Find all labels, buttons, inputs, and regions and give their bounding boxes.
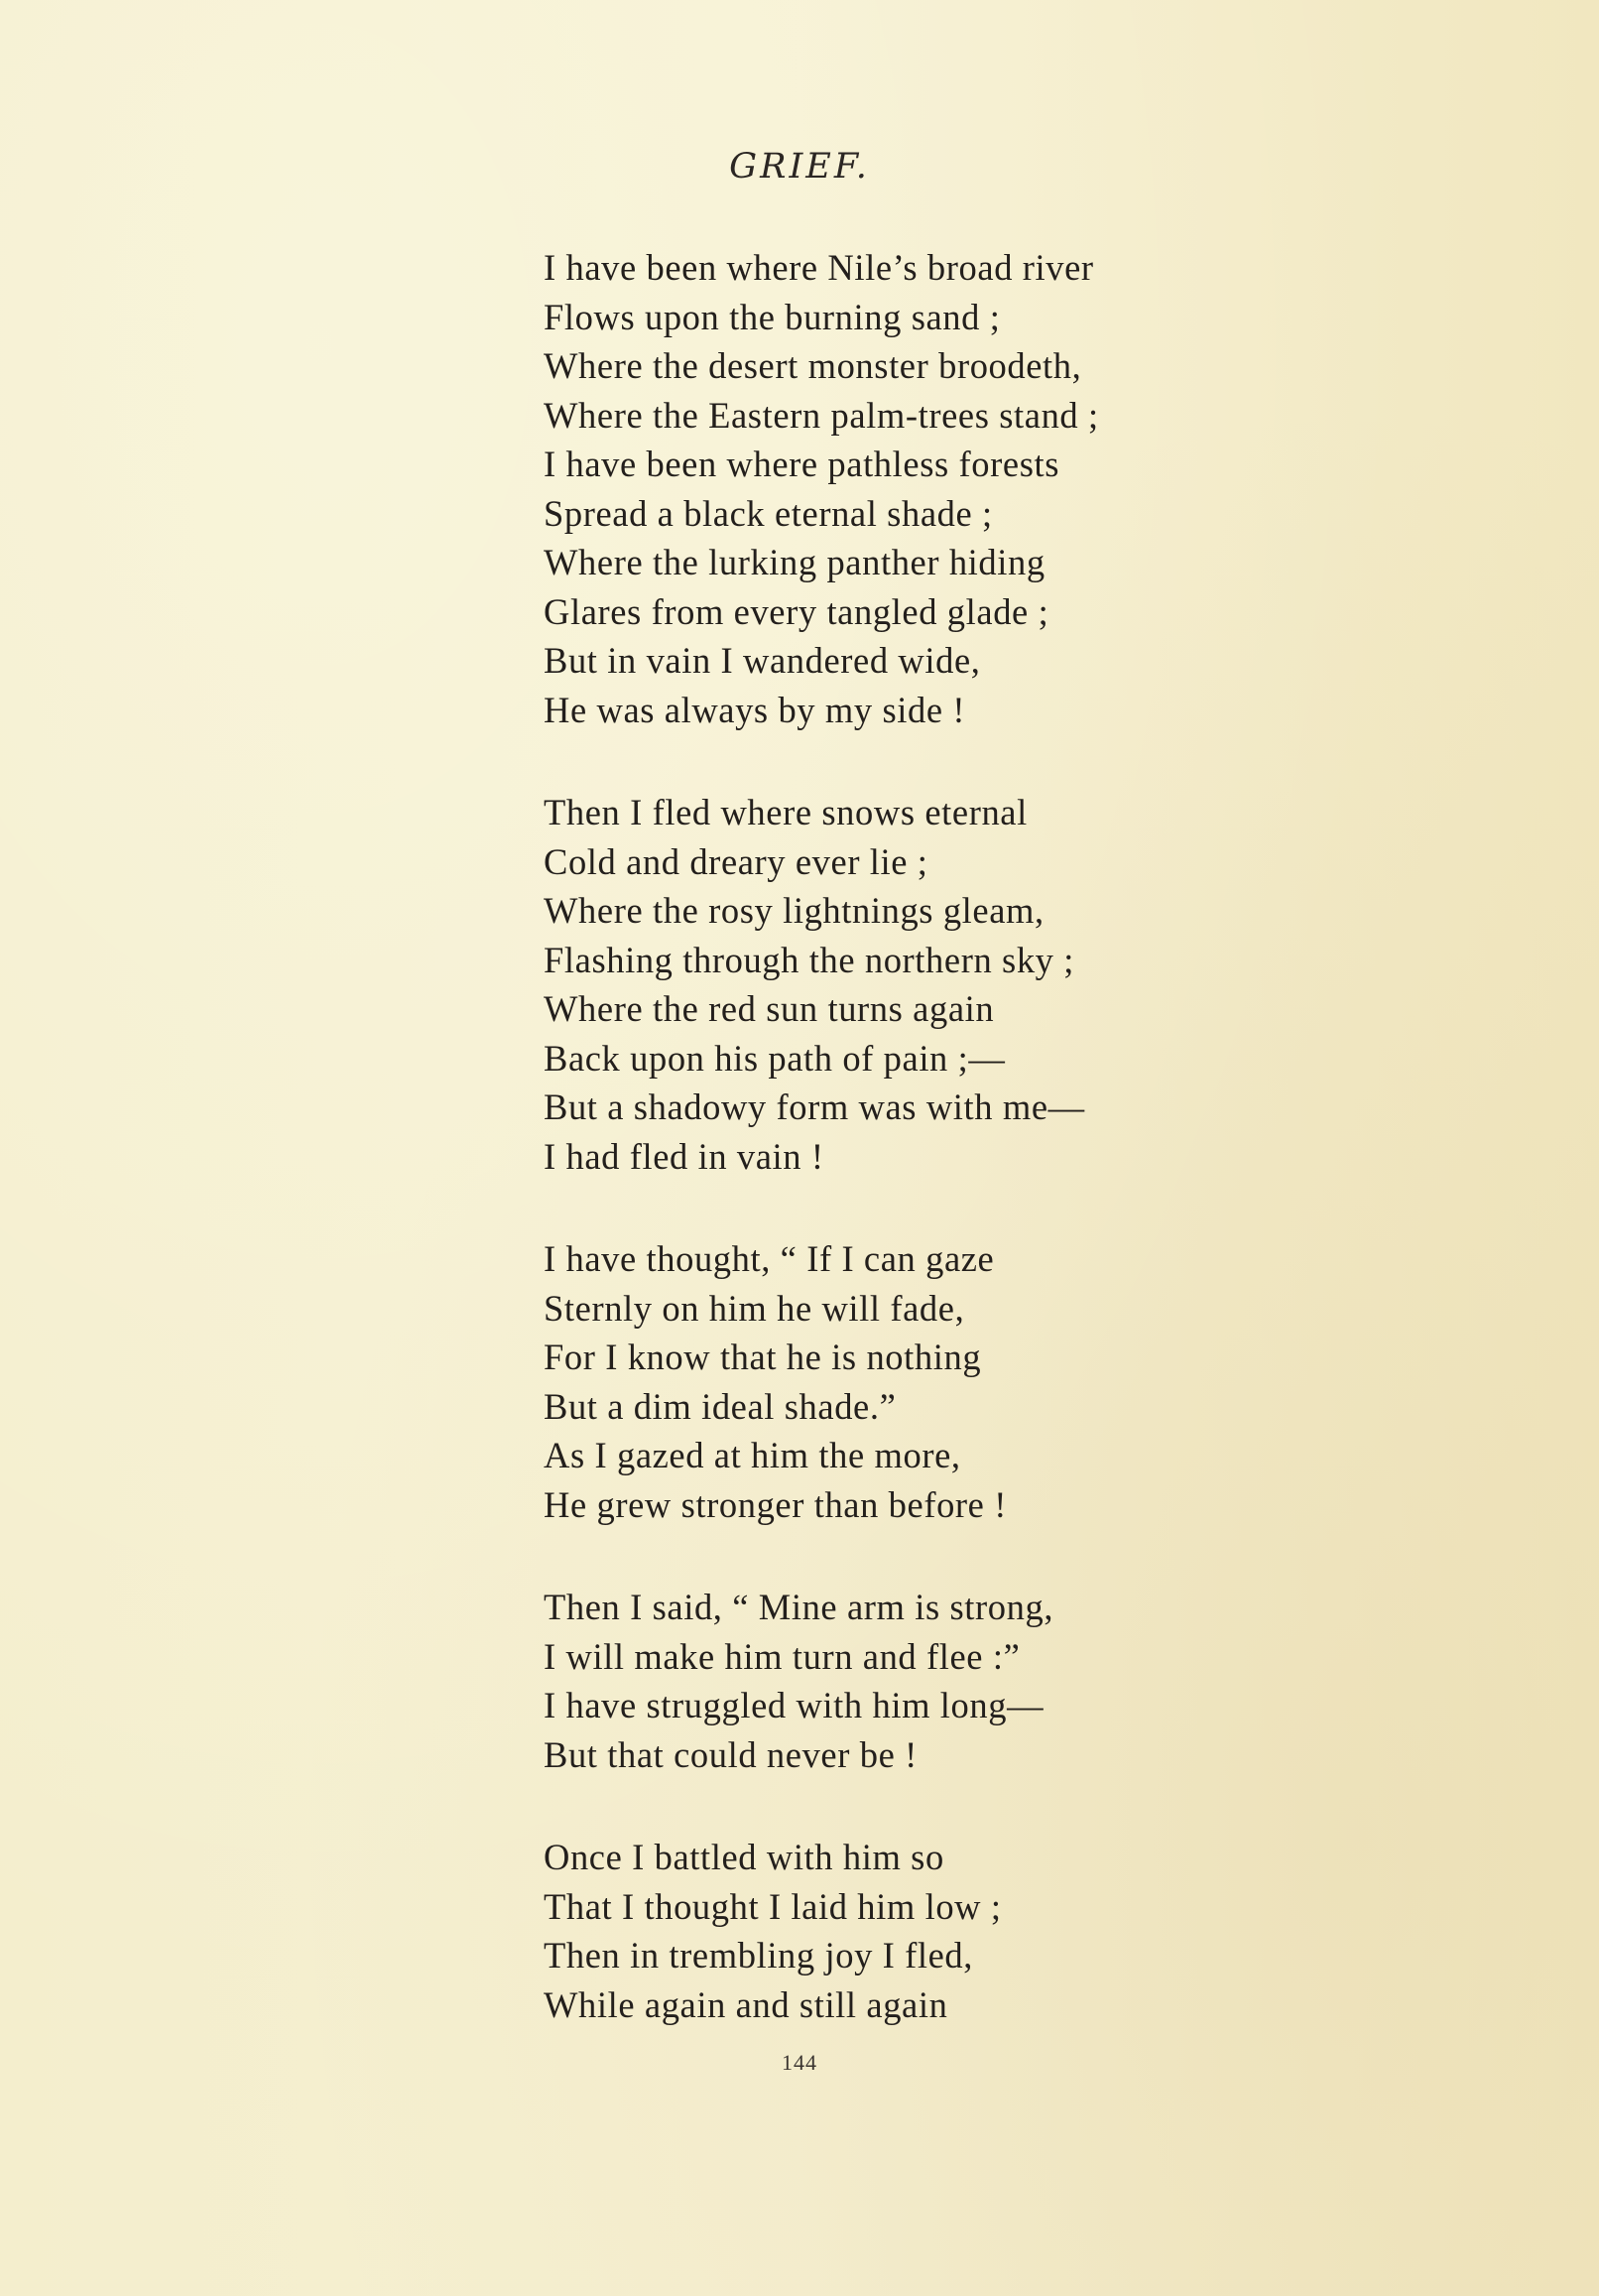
poem-line: I have struggled with him long— — [544, 1685, 1045, 1725]
poem-line: Then I fled where snows eternal — [544, 792, 1028, 832]
poem-line: Then in trembling joy I fled, — [544, 1935, 973, 1976]
poem-line: I have been where pathless forests — [544, 444, 1060, 484]
poem-line: Where the desert monster broodeth, — [544, 345, 1082, 386]
stanza-2 — [544, 788, 1536, 1181]
stanza-3 — [544, 1234, 1536, 1529]
poem-line: Cold and dreary ever lie ; — [544, 840, 928, 882]
poem-line: Where the red sun turns again — [544, 988, 995, 1029]
poem-line: Flows upon the burning sand ; — [544, 296, 1001, 337]
poem-line: For I know that he is nothing — [544, 1337, 982, 1377]
poem-line: Flashing through the northern sky ; — [544, 939, 1074, 980]
poem-line: He was always by my side ! — [544, 689, 966, 730]
poem-line: Back upon his path of pain ;— — [544, 1037, 1006, 1079]
poem-line: Then I said, “ Mine arm is strong, — [544, 1587, 1054, 1627]
poem-line: I have been where Nile’s broad river — [544, 247, 1094, 288]
poem-body — [544, 243, 1536, 2083]
poem-line: I have thought, “ If I can gaze — [544, 1238, 995, 1279]
poem-line: Where the lurking panther hiding — [544, 542, 1046, 582]
stanza-5 — [544, 1833, 1536, 2029]
poem-line: But a shadowy form was with me— — [544, 1086, 1085, 1127]
poem-line: As I gazed at him the more, — [544, 1435, 961, 1475]
page-number: 144 — [782, 2050, 817, 2075]
poem-line: While again and still again — [544, 1983, 948, 2025]
poem-line: Spread a black eternal shade ; — [544, 492, 993, 534]
poem-line: But a dim ideal shade.” — [544, 1385, 897, 1427]
stanza-4 — [544, 1583, 1536, 1779]
stanza-1 — [544, 243, 1536, 734]
poem-title: GRIEF. — [729, 147, 870, 187]
poem-line: But in vain I wandered wide, — [544, 640, 981, 681]
poem-line: I will make him turn and flee :” — [544, 1635, 1021, 1677]
poem-line: Once I battled with him so — [544, 1837, 944, 1877]
poem-line: He grew stronger than before ! — [544, 1483, 1007, 1525]
poem-line: Sternly on him he will fade, — [544, 1287, 965, 1329]
poem-line: That I thought I laid him low ; — [544, 1885, 1002, 1927]
poem-line: Where the Eastern palm-trees stand ; — [544, 394, 1099, 436]
poem-line: I had fled in vain ! — [544, 1135, 824, 1177]
poem-line: Where the rosy lightnings gleam, — [544, 890, 1045, 931]
poem-line: Glares from every tangled glade ; — [544, 590, 1049, 632]
poem-line: But that could never be ! — [544, 1733, 918, 1775]
